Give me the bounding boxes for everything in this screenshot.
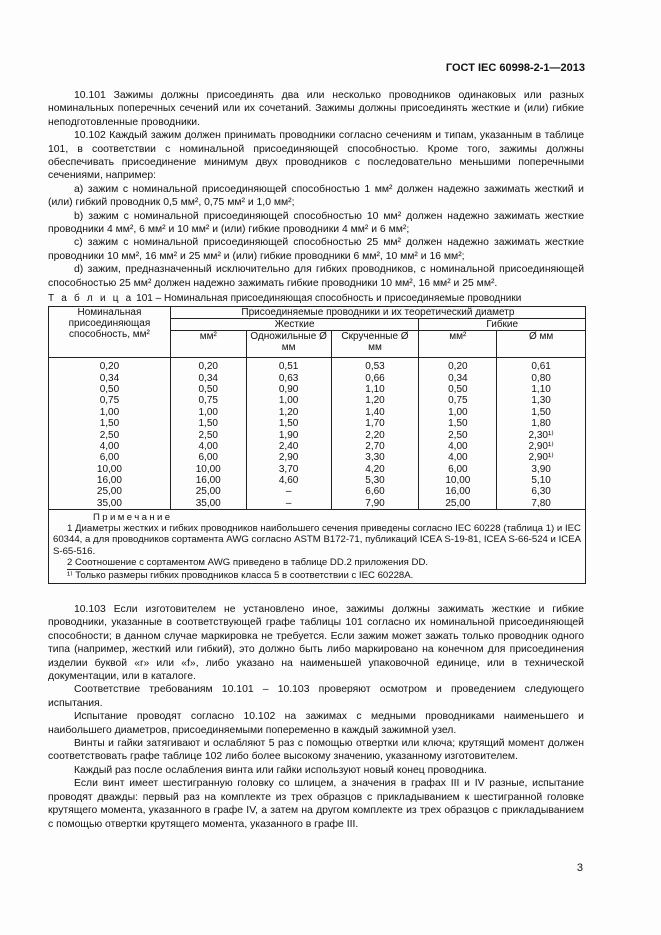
cell-flex-diameter: 1,10	[497, 384, 586, 395]
top-text-block	[48, 89, 584, 290]
cell-rigid-twisted: 4,20	[331, 464, 419, 475]
header-flex-diameter: Ø мм	[497, 331, 586, 358]
header-flex-mm2: мм²	[419, 331, 497, 358]
table-row	[49, 418, 586, 429]
cell-rigid-twisted: 0,53	[331, 358, 419, 373]
cell-flex-diameter: 2,90¹⁾	[497, 441, 586, 452]
cell-rigid-single: 4,60	[246, 475, 331, 486]
page-number: 3	[576, 862, 583, 874]
cell-flex-diameter: 1,30	[497, 395, 586, 406]
cell-nominal: 10,00	[49, 464, 171, 475]
cell-rigid-mm2: 1,50	[170, 418, 246, 429]
header-rigid-mm2: мм²	[170, 331, 246, 358]
paragraph-10-102: 10.102 Каждый зажим должен принимать проводники согласно сечениям и типам, указанным в таблице 101, в соответствии с номинальной присоединяющей способностью. Кроме того, зажимы должны обеспечивать присоединение минимум двух проводников с последовательно меньшими поперечными сечениями, например:	[48, 130, 584, 182]
cell-rigid-mm2: 0,20	[170, 358, 246, 373]
table-row	[49, 372, 586, 383]
cell-flex-mm2: 10,00	[419, 475, 497, 486]
cell-rigid-mm2: 0,75	[170, 395, 246, 406]
cell-flex-mm2: 2,50	[419, 429, 497, 440]
paragraph-test-procedure: Испытание проводят согласно 10.102 на зажимах с медными проводниками наименьшего и наибольшего диаметров, присоединяемыми попеременно в каждый зажимной узел.	[48, 711, 584, 736]
cell-rigid-mm2: 1,00	[170, 407, 246, 418]
table-caption-prefix: Т а б л и ц а	[48, 293, 134, 304]
notes-title: Примечание	[93, 512, 173, 524]
table-row	[49, 407, 586, 418]
cell-rigid-mm2: 10,00	[170, 464, 246, 475]
cell-flex-diameter: 5,10	[497, 475, 586, 486]
cell-rigid-single: 2,90	[246, 452, 331, 463]
header-nominal-capacity: Номинальная присоединяющая способность, мм²	[49, 307, 171, 358]
cell-flex-diameter: 0,61	[497, 358, 586, 373]
cell-rigid-mm2: 16,00	[170, 475, 246, 486]
paragraph-item-b: b) зажим с номинальной присоединяющей способностью 10 мм² должен надежно зажимать жесткие проводники 4 мм², 6 мм² и 10 мм² и (или) гибкие проводники 4 мм² и 6 мм²;	[48, 210, 584, 236]
table-row	[49, 475, 586, 486]
conductor-table	[48, 306, 586, 584]
cell-rigid-mm2: 0,50	[170, 384, 246, 395]
table-caption-text: 101 – Номинальная присоединяющая способность и присоединяемые проводники	[133, 293, 522, 304]
cell-rigid-single: 2,40	[246, 441, 331, 452]
cell-rigid-single: 1,50	[246, 418, 331, 429]
cell-nominal: 2,50	[49, 429, 171, 440]
header-flexible: Гибкие	[419, 319, 586, 331]
cell-rigid-twisted: 2,70	[331, 441, 419, 452]
table-row	[49, 464, 586, 475]
cell-nominal: 1,50	[49, 418, 171, 429]
cell-rigid-single: 1,20	[246, 407, 331, 418]
cell-flex-mm2: 0,50	[419, 384, 497, 395]
paragraph-item-c: c) зажим с номинальной присоединяющей способностью 25 мм² должен надежно зажимать жесткие проводники 10 мм², 16 мм² и 25 мм² и (или) гибкие проводники 6 мм², 10 мм² и 16 мм²;	[48, 237, 584, 262]
cell-rigid-single: 1,90	[246, 429, 331, 440]
cell-flex-diameter: 7,80	[497, 498, 586, 510]
cell-nominal: 35,00	[49, 498, 171, 510]
cell-flex-diameter: 0,80	[497, 372, 586, 383]
cell-nominal: 16,00	[49, 475, 171, 486]
paragraph-new-end: Каждый раз после ослабления винта или гайки используют новый конец проводника.	[74, 764, 487, 776]
cell-flex-diameter: 1,80	[497, 418, 586, 429]
cell-flex-mm2: 25,00	[419, 498, 497, 510]
table-row	[49, 395, 586, 406]
table-row	[49, 498, 586, 510]
table-row	[49, 384, 586, 395]
cell-rigid-twisted: 1,10	[331, 384, 419, 395]
paragraph-compliance: Соответствие требованиям 10.101 – 10.103 проверяют осмотром и проведением следующего испытания.	[48, 684, 584, 709]
cell-rigid-twisted: 2,20	[331, 429, 419, 440]
cell-flex-mm2: 4,00	[419, 452, 497, 463]
cell-flex-mm2: 1,50	[419, 418, 497, 429]
cell-flex-mm2: 0,34	[419, 372, 497, 383]
cell-rigid-mm2: 0,34	[170, 372, 246, 383]
cell-rigid-twisted: 6,60	[331, 486, 419, 497]
cell-flex-diameter: 1,50	[497, 407, 586, 418]
cell-flex-diameter: 3,90	[497, 464, 586, 475]
cell-rigid-twisted: 1,70	[331, 418, 419, 429]
table-row	[49, 452, 586, 463]
cell-rigid-twisted: 1,20	[331, 395, 419, 406]
cell-rigid-single: 0,51	[246, 358, 331, 373]
cell-rigid-mm2: 2,50	[170, 429, 246, 440]
cell-nominal: 6,00	[49, 452, 171, 463]
footnote-1: ¹⁾ Только размеры гибких проводников класса 5 в соответствии с IEC 60228A.	[67, 570, 414, 582]
table-row	[49, 441, 586, 452]
cell-nominal: 0,75	[49, 395, 171, 406]
table-row	[49, 358, 586, 373]
cell-rigid-single: 0,90	[246, 384, 331, 395]
header-rigid: Жесткие	[170, 319, 419, 331]
cell-rigid-mm2: 35,00	[170, 498, 246, 510]
cell-nominal: 4,00	[49, 441, 171, 452]
header-rigid-single-diameter: Одножильные Ø мм	[246, 331, 331, 358]
cell-rigid-mm2: 4,00	[170, 441, 246, 452]
document-header: ГОСТ IEC 60998-2-1—2013	[445, 62, 585, 74]
cell-flex-diameter: 6,30	[497, 486, 586, 497]
header-conductors-group: Присоединяемые проводники и их теоретический диаметр	[170, 307, 585, 319]
cell-rigid-single: –	[246, 498, 331, 510]
cell-rigid-single: 1,00	[246, 395, 331, 406]
header-rigid-twisted-diameter: Скрученные Ø мм	[331, 331, 419, 358]
cell-rigid-twisted: 1,40	[331, 407, 419, 418]
table-body	[49, 358, 586, 510]
cell-flex-mm2: 6,00	[419, 464, 497, 475]
note-1: 1 Диаметры жестких и гибких проводников наибольшего сечения приведены согласно IEC 60228 (таблица 1) и IEC 60344, а для проводников сортамента AWG согласно ASTM B172-71, публикаций ICEA S-19-81, ICEA S-66-524 и ICEA S-65-516.	[53, 523, 581, 557]
table-row	[49, 486, 586, 497]
note-2: 2 Соотношение с сортаментом AWG приведено в таблице DD.2 приложения DD.	[67, 556, 429, 568]
cell-flex-mm2: 1,00	[419, 407, 497, 418]
bottom-text-block	[48, 603, 584, 831]
cell-rigid-mm2: 6,00	[170, 452, 246, 463]
cell-rigid-mm2: 25,00	[170, 486, 246, 497]
cell-rigid-single: –	[246, 486, 331, 497]
cell-flex-mm2: 4,00	[419, 441, 497, 452]
paragraph-10-101: 10.101 Зажимы должны присоединять два или несколько проводников одинаковых или разных номинальных поперечных сечений или их сочетаний. Зажимы должны присоединять жесткие и (или) гибкие неподготовленные проводники.	[48, 90, 584, 128]
cell-nominal: 25,00	[49, 486, 171, 497]
cell-flex-mm2: 16,00	[419, 486, 497, 497]
table-caption	[48, 293, 588, 304]
cell-nominal: 1,00	[49, 407, 171, 418]
paragraph-hex-head: Если винт имеет шестигранную головку со шлицем, а значения в графах III и IV разные, испытание проводят дважды: первый раз на комплекте из трех образцов с прикладыванием к шестигранной головке крутящего момента, указанного в графе IV, а затем на другом комплекте из трех образцов с прикладыванием с помощью отвертки крутящего момента, указанного в графе III.	[48, 778, 584, 830]
cell-rigid-single: 0,63	[246, 372, 331, 383]
cell-nominal: 0,20	[49, 358, 171, 373]
table-notes	[49, 510, 586, 584]
cell-rigid-twisted: 3,30	[331, 452, 419, 463]
cell-rigid-twisted: 5,30	[331, 475, 419, 486]
paragraph-screws: Винты и гайки затягивают и ослабляют 5 раз с помощью отвертки или ключа; крутящий момент должен соответствовать графе таблице 102 либо более высокому значению, указанному изготовителем.	[48, 738, 584, 763]
paragraph-item-d: d) зажим, предназначенный исключительно для гибких проводников, с номинальной присоединяющей способностью 25 мм² должен надежно зажимать гибкие проводники 10 мм², 16 мм² и 25 мм².	[48, 264, 584, 289]
cell-flex-mm2: 0,75	[419, 395, 497, 406]
cell-nominal: 0,50	[49, 384, 171, 395]
table-row	[49, 429, 586, 440]
paragraph-item-a: a) зажим с номинальной присоединяющей способностью 1 мм² должен надежно зажимать жесткий и (или) гибкий проводник 0,5 мм², 0,75 мм² и 1,0 мм²;	[48, 183, 584, 209]
cell-flex-diameter: 2,90¹⁾	[497, 452, 586, 463]
cell-flex-mm2: 0,20	[419, 358, 497, 373]
cell-rigid-single: 3,70	[246, 464, 331, 475]
cell-rigid-twisted: 7,90	[331, 498, 419, 510]
paragraph-10-103: 10.103 Если изготовителем не установлено иное, зажимы должны зажимать жесткие и гибкие проводники, указанные в соответствующей графе таблицы 101 согласно их номинальной присоединяющей способности; в данном случае маркировка не требуется. Если зажим может зажать только проводник одного типа (например, жесткий или гибкий), это должно быть либо маркировано на конечном для присоединения изделии буквой «r» или «f», либо указано на наименьшей упаковочной единице, или в технической документации, или в каталоге.	[48, 604, 584, 683]
cell-nominal: 0,34	[49, 372, 171, 383]
cell-flex-diameter: 2,30¹⁾	[497, 429, 586, 440]
cell-rigid-twisted: 0,66	[331, 372, 419, 383]
